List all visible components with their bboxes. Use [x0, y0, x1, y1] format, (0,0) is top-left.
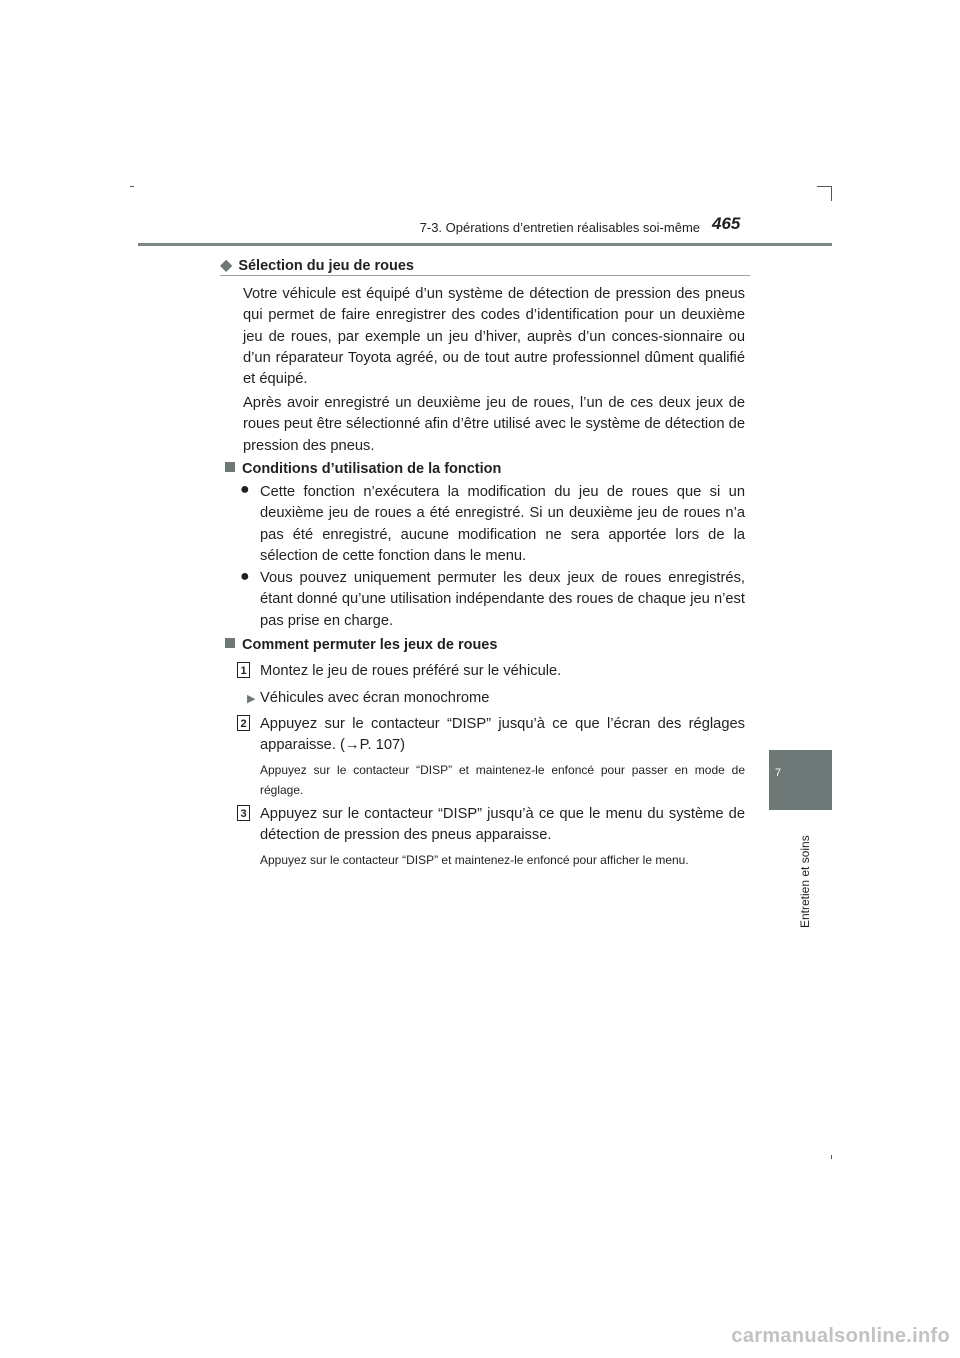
crop-mark-top-left	[130, 186, 134, 187]
chapter-tab	[769, 750, 832, 810]
diamond-icon: ◆	[220, 257, 233, 274]
procedure-title-text: Comment permuter les jeux de roues	[242, 637, 498, 653]
conditions-title-text: Conditions d’utilisation de la fonction	[242, 461, 502, 477]
procedure-title	[225, 637, 497, 653]
condition-item-1: Cette fonction n’exécutera la modification du jeu de roues que si un deuxième jeu de roues a été enregistré. Si un deuxième jeu de roues n’a pas été enregistré, aucune modification ne sera apportée lors de la sélection de cette fonction dans le menu.	[260, 484, 745, 564]
vehicle-note: Véhicules avec écran monochrome	[260, 690, 490, 706]
intro-paragraph-2: Après avoir enregistré un deuxième jeu de roues, l’un de ces deux jeux de roues peut être sélectionné afin d’être utilisé avec le système de détection de pression des pneus.	[243, 395, 745, 454]
step-2-number: 2	[237, 715, 250, 731]
crop-mark-top-right-v	[831, 186, 832, 201]
step-3-text: Appuyez sur le contacteur “DISP” jusqu’à ce que le menu du système de détection de pression des pneus apparaisse.	[260, 806, 745, 844]
header-rule	[138, 243, 832, 246]
square-bullet-icon	[225, 462, 235, 472]
step-3-note: Appuyez sur le contacteur “DISP” et maintenez-le enfoncé pour afficher le menu.	[260, 853, 689, 867]
chapter-label	[798, 818, 812, 928]
watermark: carmanualsonline.info	[731, 1325, 950, 1347]
section-title	[220, 255, 414, 275]
conditions-title	[225, 461, 501, 477]
bullet-icon: ●	[240, 481, 250, 498]
step-1-text: Montez le jeu de roues préféré sur le véhicule.	[260, 663, 562, 679]
section-rule	[220, 275, 750, 276]
chapter-label-text: Entretien et soins	[798, 835, 812, 928]
step-3-number: 3	[237, 805, 250, 821]
arrow-right-icon: ▶	[247, 693, 256, 705]
crop-mark-bottom-right	[831, 1155, 832, 1159]
square-bullet-icon	[225, 638, 235, 648]
condition-item-2: Vous pouvez uniquement permuter les deux jeux de roues enregistrés, étant donné qu’une utilisation indépendante des roues de chaque jeu n’est pas prise en charge.	[260, 570, 745, 629]
intro-paragraph-1: Votre véhicule est équipé d’un système de détection de pression des pneus qui permet de faire enregistrer des codes d’identification pour un deuxième jeu de roues, par exemple un jeu d’hiver, auprès d’un conces-sionnaire ou d’un réparateur Toyota agréé, ou de tout autre professionnel dûment qualifié et équipé.	[243, 286, 745, 388]
crop-mark-top-right-h	[817, 186, 832, 187]
step-2-note: Appuyez sur le contacteur “DISP” et maintenez-le enfoncé pour passer en mode de réglage.	[260, 763, 745, 797]
section-title-text: Sélection du jeu de roues	[238, 258, 414, 274]
bullet-icon: ●	[240, 568, 250, 585]
step-1-number: 1	[237, 662, 250, 678]
header-section-title: 7-3. Opérations d’entretien réalisables soi-même	[419, 220, 700, 235]
step-2-text: Appuyez sur le contacteur “DISP” jusqu’à ce que l’écran des réglages apparaisse. (→P. 107)	[260, 716, 745, 754]
chapter-number: 7	[775, 767, 782, 779]
page-number: 465	[712, 214, 741, 233]
